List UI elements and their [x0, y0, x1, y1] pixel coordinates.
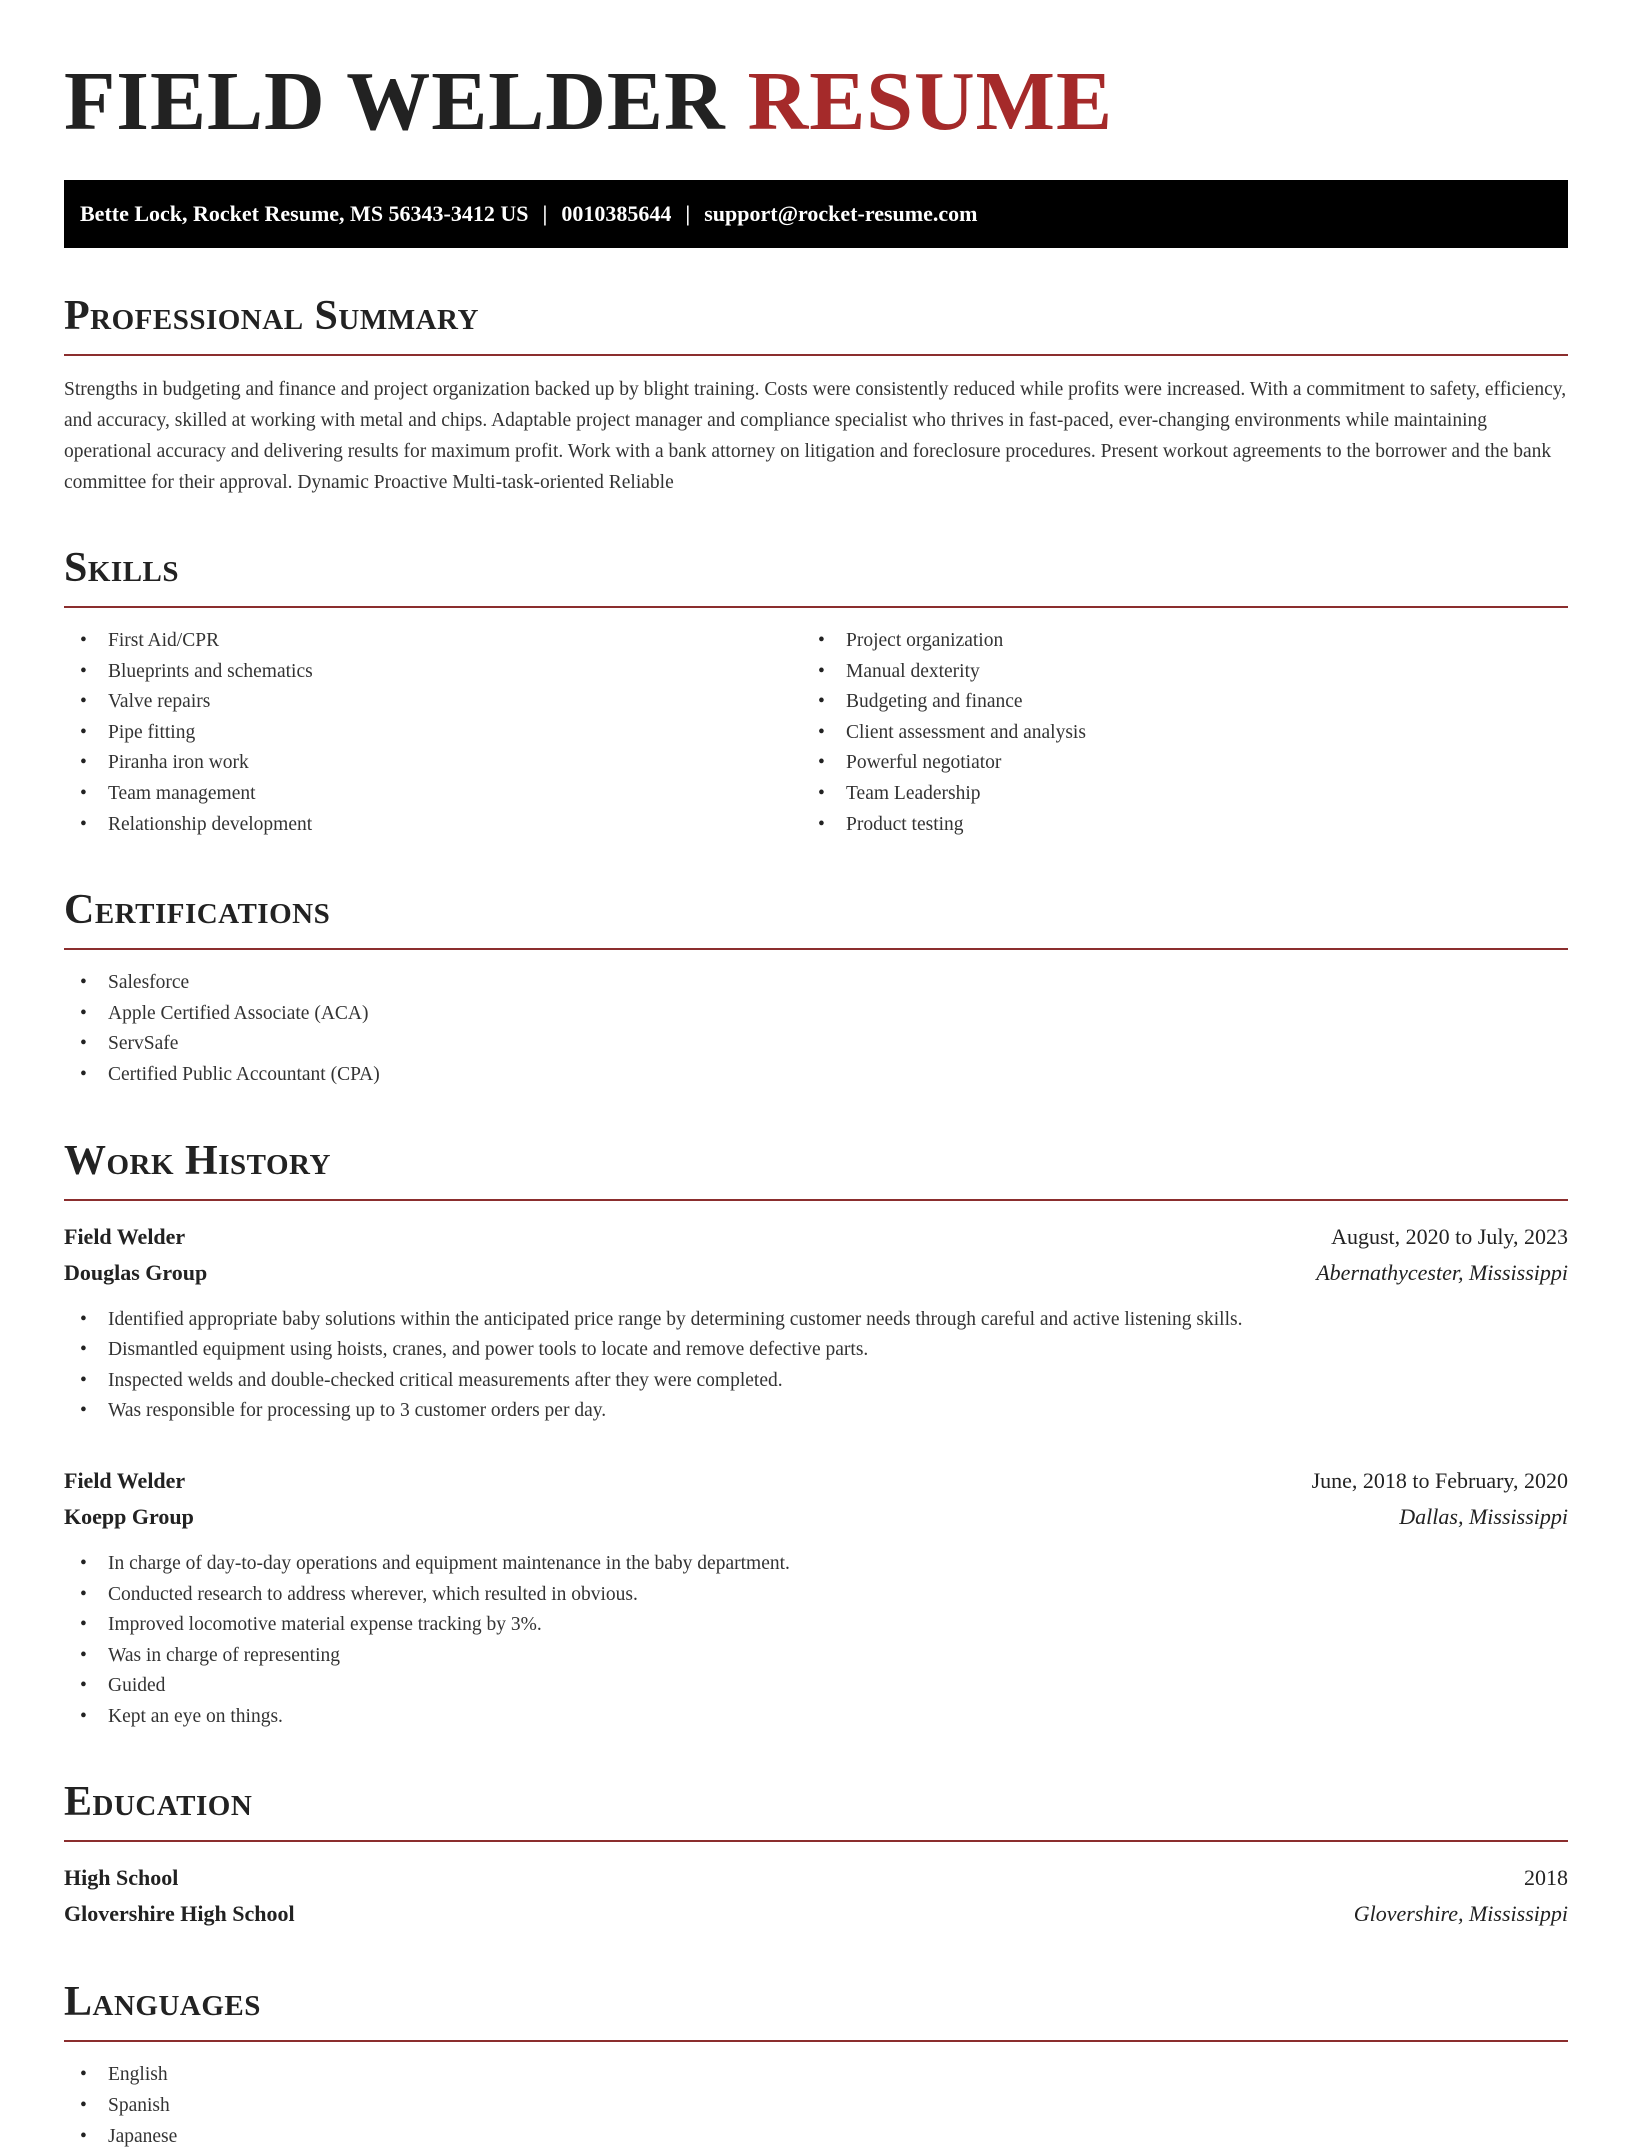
- list-item: • Blueprints and schematics: [64, 657, 816, 688]
- list-item: • Spanish: [64, 2091, 1568, 2122]
- contact-separator: |: [542, 201, 548, 226]
- job-location: Abernathycester, Mississippi: [1316, 1259, 1568, 1285]
- education-section: [64, 1778, 1568, 1932]
- list-item: • ServSafe: [64, 1029, 1568, 1060]
- job-dates: August, 2020 to July, 2023: [1331, 1223, 1568, 1249]
- contact-address: Bette Lock, Rocket Resume, MS 56343-3412 US: [80, 201, 529, 226]
- education-heading: Education: [64, 1778, 1568, 1842]
- job-company-row: [64, 1499, 1568, 1535]
- list-item: • Improved locomotive material expense tracking by 3%.: [64, 1610, 1568, 1641]
- job-title-row: [64, 1219, 1568, 1255]
- education-school-row: [64, 1896, 1568, 1932]
- languages-section: [64, 1978, 1568, 2152]
- list-item: • Product testing: [816, 810, 1568, 841]
- list-item: • First Aid/CPR: [64, 626, 816, 657]
- education-degree-row: [64, 1860, 1568, 1896]
- skills-columns: [64, 608, 1568, 840]
- work-history-heading: Work History: [64, 1137, 1568, 1201]
- education-degree: High School: [64, 1865, 179, 1891]
- languages-list: [64, 2060, 1568, 2152]
- list-item: • Was in charge of representing: [64, 1641, 1568, 1672]
- list-item: • Kept an eye on things.: [64, 1702, 1568, 1733]
- list-item: • Client assessment and analysis: [816, 718, 1568, 749]
- list-item: • Guided: [64, 1671, 1568, 1702]
- summary-text: Strengths in budgeting and finance and project organization backed up by blight training. Costs were consistently reduced while profits were increased. With a commitment to safety, efficiency, and accuracy, skilled at working with metal and chips. Adaptable project manager and compliance specialist who thrives in fast-paced, ever-changing environments while maintaining operational accuracy and delivering results for maximum profit. Work with a bank attorney on litigation and foreclosure procedures. Present workout agreements to the borrower and the bank committee for their approval. Dynamic Proactive Multi-task-oriented Reliable: [64, 379, 1567, 493]
- list-item: • Certified Public Accountant (CPA): [64, 1060, 1568, 1091]
- contact-separator: |: [685, 201, 691, 226]
- list-item: • Inspected welds and double-checked critical measurements after they were completed.: [64, 1366, 1568, 1397]
- certifications-section: [64, 886, 1568, 1090]
- list-item: • Conducted research to address wherever, which resulted in obvious.: [64, 1580, 1568, 1611]
- list-item: • Project organization: [816, 626, 1568, 657]
- list-item: • Budgeting and finance: [816, 687, 1568, 718]
- job-company: Douglas Group: [64, 1259, 208, 1285]
- list-item: • Powerful negotiator: [816, 748, 1568, 779]
- certifications-list: [64, 968, 1568, 1090]
- summary-section: [64, 292, 1568, 498]
- skills-heading: Skills: [64, 544, 1568, 608]
- job-title: Field Welder: [64, 1223, 186, 1249]
- skills-list-left: [64, 626, 816, 840]
- skills-section: [64, 544, 1568, 840]
- education-year: 2018: [1524, 1865, 1568, 1891]
- title-main: FIELD WELDER: [64, 55, 726, 148]
- work-history-section: [64, 1137, 1568, 1733]
- list-item: • Team Leadership: [816, 779, 1568, 810]
- certifications-heading: Certifications: [64, 886, 1568, 950]
- education-school: Glovershire High School: [64, 1901, 295, 1927]
- resume-title: [64, 52, 1568, 152]
- list-item: • Pipe fitting: [64, 718, 816, 749]
- job-bullets: [64, 1549, 1568, 1733]
- contact-phone: 0010385644: [561, 201, 672, 226]
- job-title-row: [64, 1463, 1568, 1499]
- job-company: Koepp Group: [64, 1503, 194, 1529]
- job-title: Field Welder: [64, 1467, 186, 1493]
- list-item: • Manual dexterity: [816, 657, 1568, 688]
- list-item: • English: [64, 2060, 1568, 2091]
- list-item: • Team management: [64, 779, 816, 810]
- list-item: • Apple Certified Associate (ACA): [64, 999, 1568, 1030]
- job-bullets: [64, 1305, 1568, 1427]
- job-company-row: [64, 1255, 1568, 1291]
- list-item: • Identified appropriate baby solutions within the anticipated price range by determining customer needs through careful and active listening skills.: [64, 1305, 1568, 1336]
- list-item: • In charge of day-to-day operations and equipment maintenance in the baby department.: [64, 1549, 1568, 1580]
- list-item: • Dismantled equipment using hoists, cranes, and power tools to locate and remove defective parts.: [64, 1335, 1568, 1366]
- education-entry: [64, 1860, 1568, 1932]
- languages-heading: Languages: [64, 1978, 1568, 2042]
- job-entry: [64, 1219, 1568, 1427]
- title-accent: RESUME: [747, 55, 1113, 148]
- list-item: • Relationship development: [64, 810, 816, 841]
- education-location: Glovershire, Mississippi: [1353, 1901, 1568, 1927]
- list-item: • Was responsible for processing up to 3 customer orders per day.: [64, 1396, 1568, 1427]
- list-item: • Japanese: [64, 2122, 1568, 2152]
- job-location: Dallas, Mississippi: [1399, 1503, 1568, 1529]
- contact-bar: [64, 180, 1568, 248]
- skills-list-right: [816, 626, 1568, 840]
- list-item: • Valve repairs: [64, 687, 816, 718]
- list-item: • Salesforce: [64, 968, 1568, 999]
- contact-email[interactable]: support@rocket-resume.com: [704, 201, 978, 226]
- list-item: • Piranha iron work: [64, 748, 816, 779]
- job-dates: June, 2018 to February, 2020: [1311, 1467, 1568, 1493]
- job-entry: [64, 1463, 1568, 1733]
- summary-heading: Professional Summary: [64, 292, 1568, 356]
